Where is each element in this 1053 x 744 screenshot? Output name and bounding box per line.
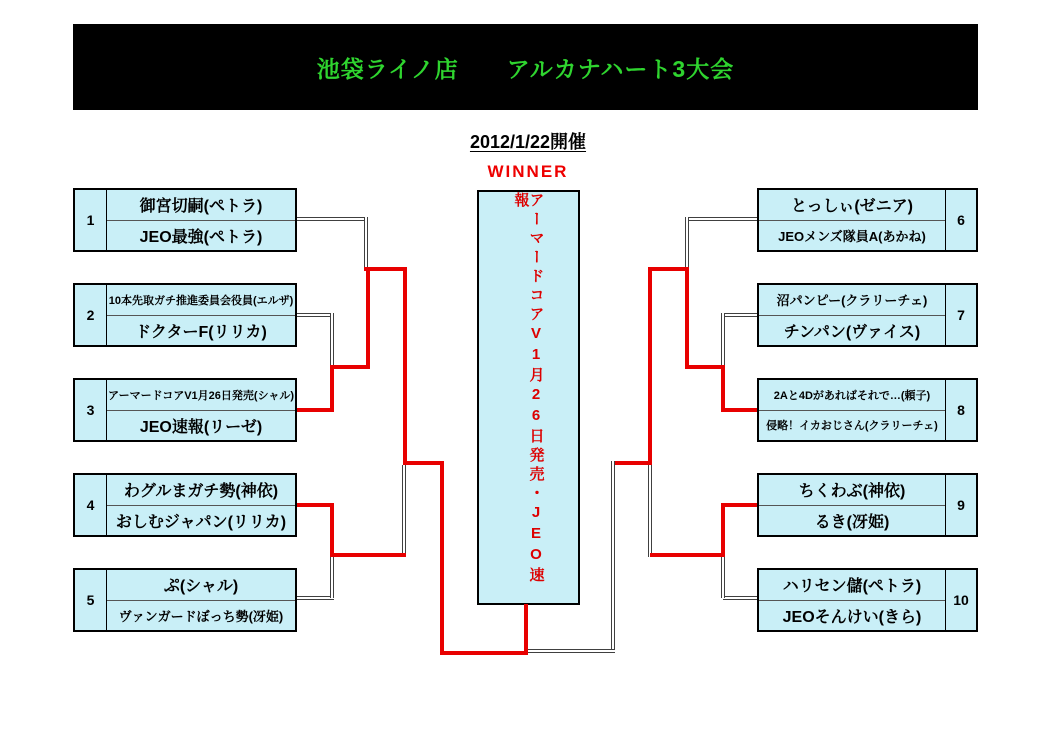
entry-box-6 bbox=[757, 188, 978, 252]
player-name: おしむジャパン(リリカ) bbox=[115, 513, 287, 531]
player-name: 10本先取ガチ推進委員会役員(エルザ) bbox=[107, 285, 295, 316]
bracket-line-winner bbox=[723, 503, 757, 507]
bracket-line-winner bbox=[685, 365, 725, 369]
bracket-line-winner bbox=[524, 604, 528, 655]
bracket-line-winner bbox=[330, 553, 406, 557]
bracket-line bbox=[723, 596, 757, 600]
bracket-line bbox=[402, 465, 406, 557]
bracket-line-winner bbox=[440, 651, 528, 655]
bracket-line-winner bbox=[366, 267, 370, 369]
bracket-line-winner bbox=[440, 461, 444, 655]
bracket-line-winner bbox=[403, 267, 407, 465]
tournament-title: 池袋ライノ店 アルカナハート3大会 bbox=[316, 55, 735, 82]
entry-box-1 bbox=[73, 188, 297, 252]
bracket-line-winner bbox=[297, 503, 334, 507]
bracket-line bbox=[611, 461, 615, 653]
seed-number: 8 bbox=[945, 380, 976, 440]
bracket-line-winner bbox=[611, 461, 652, 465]
bracket-line bbox=[330, 313, 334, 367]
entry-box-7 bbox=[757, 283, 978, 347]
bracket-line-winner bbox=[685, 267, 689, 369]
bracket-line-winner bbox=[648, 267, 652, 465]
seed-number: 9 bbox=[945, 475, 976, 535]
bracket-line bbox=[723, 313, 757, 317]
seed-number: 10 bbox=[945, 570, 976, 630]
bracket-line-winner bbox=[403, 461, 444, 465]
entry-box-2 bbox=[73, 283, 297, 347]
winner-name: アーマードコアV1月26日発売・JEO速報 bbox=[512, 192, 545, 586]
bracket-line-winner bbox=[721, 503, 725, 557]
player-name: とっしぃ(ゼニア) bbox=[759, 190, 945, 221]
entry-box-3 bbox=[73, 378, 297, 442]
player-name: ヴァンガードぼっち勢(冴姫) bbox=[118, 608, 284, 624]
winner-box bbox=[477, 190, 580, 605]
title-banner bbox=[73, 24, 978, 110]
player-name: ドクターF(リリカ) bbox=[135, 323, 267, 341]
entry-box-5 bbox=[73, 568, 297, 632]
bracket-line bbox=[330, 557, 334, 598]
player-name: るき(冴姫) bbox=[814, 513, 890, 531]
player-name: JEO最強(ペトラ) bbox=[139, 228, 263, 246]
event-date: 2012/1/22開催 bbox=[469, 132, 587, 152]
bracket-line bbox=[528, 649, 615, 653]
bracket-line bbox=[648, 465, 652, 557]
bracket-line-winner bbox=[330, 365, 334, 412]
bracket-line bbox=[297, 596, 334, 600]
player-name: 沼パンピー(クラリーチェ) bbox=[759, 285, 945, 316]
bracket-line-winner bbox=[648, 267, 689, 271]
winner-label: WINNER bbox=[487, 162, 569, 181]
bracket-line-winner bbox=[364, 267, 407, 271]
seed-number: 1 bbox=[75, 190, 107, 250]
player-name: アーマードコアV1月26日発売(シャル) bbox=[107, 380, 295, 411]
player-name: わグルまガチ勢(神依) bbox=[107, 475, 295, 506]
bracket-line bbox=[721, 557, 725, 598]
seed-number: 4 bbox=[75, 475, 107, 535]
player-name: 2Aと4Dがあればそれで…(頼子) bbox=[759, 380, 945, 411]
bracket-line bbox=[687, 217, 757, 221]
player-name: 御宮切嗣(ペトラ) bbox=[107, 190, 295, 221]
bracket-line-winner bbox=[297, 408, 334, 412]
entry-box-4 bbox=[73, 473, 297, 537]
seed-number: 2 bbox=[75, 285, 107, 345]
entry-box-9 bbox=[757, 473, 978, 537]
entry-box-10 bbox=[757, 568, 978, 632]
seed-number: 5 bbox=[75, 570, 107, 630]
player-name: 侵略！イカおじさん(クラリーチェ) bbox=[766, 420, 938, 433]
bracket-line-winner bbox=[650, 553, 725, 557]
bracket-line-winner bbox=[330, 503, 334, 557]
player-name: チンパン(ヴァイス) bbox=[783, 323, 921, 341]
bracket-line-winner bbox=[723, 408, 757, 412]
bracket-line bbox=[364, 217, 368, 271]
player-name: ぷ(シャル) bbox=[107, 570, 295, 601]
seed-number: 6 bbox=[945, 190, 976, 250]
player-name: ちくわぶ(神依) bbox=[759, 475, 945, 506]
seed-number: 7 bbox=[945, 285, 976, 345]
player-name: ハリセン儲(ペトラ) bbox=[759, 570, 945, 601]
bracket-line bbox=[297, 313, 334, 317]
bracket-line bbox=[685, 217, 689, 271]
entry-box-8 bbox=[757, 378, 978, 442]
bracket-line-winner bbox=[721, 365, 725, 412]
bracket-line bbox=[721, 313, 725, 367]
seed-number: 3 bbox=[75, 380, 107, 440]
bracket-line-winner bbox=[330, 365, 370, 369]
player-name: JEO速報(リーゼ) bbox=[139, 418, 263, 436]
bracket-line bbox=[297, 217, 368, 221]
player-name: JEOメンズ隊員A(あかね) bbox=[778, 228, 926, 244]
player-name: JEOそんけい(きら) bbox=[782, 608, 922, 626]
